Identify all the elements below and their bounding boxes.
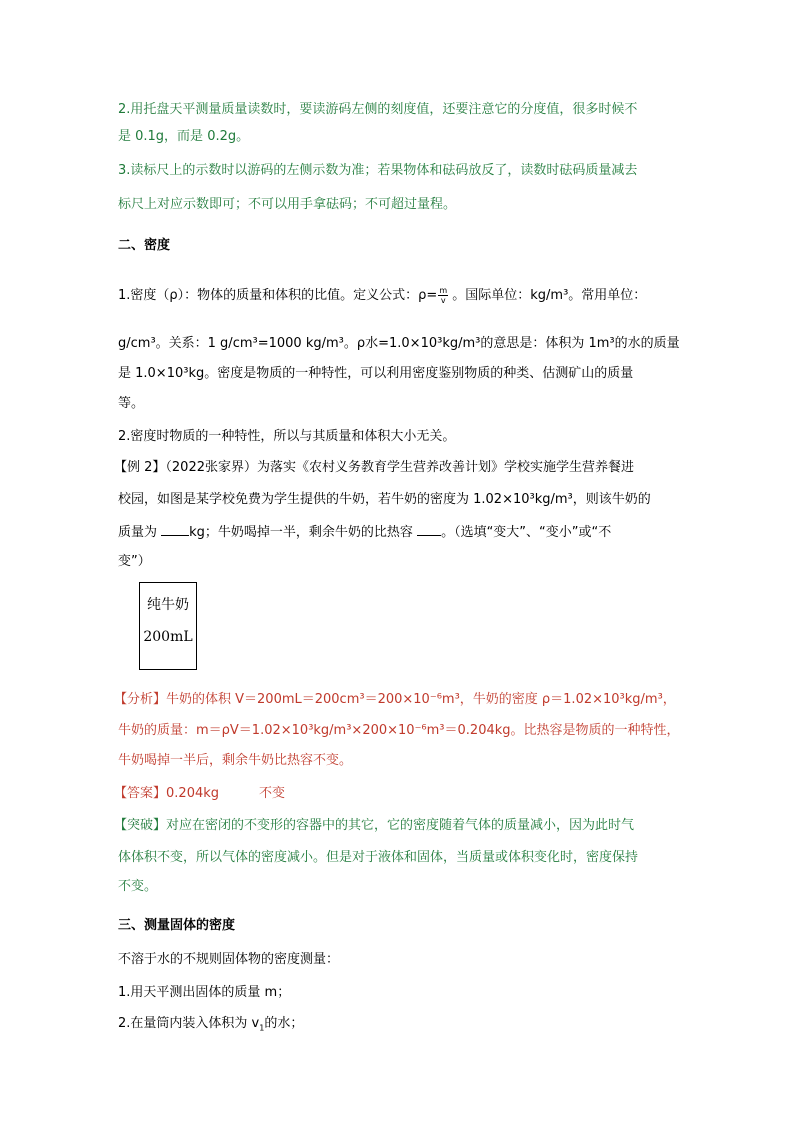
answer-blank-heat-capacity	[417, 523, 441, 536]
analysis-text: 【分析】牛奶的体积 V＝200mL＝200cm³＝200×10⁻⁶m³，牛奶的密度 ρ＝1.02×10³kg/m³，	[114, 692, 676, 707]
definition-text-2: 。国际单位：kg/m³。常用单位：	[448, 288, 647, 303]
density-text: 等。	[118, 396, 145, 411]
fraction-numerator: m	[439, 286, 448, 295]
example-text: 。（选填“变大”、“变小”或“不	[441, 525, 612, 540]
step-text: 2.在量筒内装入体积为 v	[118, 1016, 260, 1031]
density-text: 是 1.0×10³kg。密度是物质的一种特性，可以利用密度鉴别物质的种类、估测矿山的质量	[118, 366, 634, 381]
density-definition	[118, 284, 646, 305]
answer-line	[114, 782, 285, 801]
section3-intro: 不溶于水的不规则固体物的密度测量：	[118, 952, 340, 967]
breakthrough-text: 不变。	[118, 879, 158, 894]
breakthrough-text: 体体积不变，所以气体的密度减小。但是对于液体和固体，当质量或体积变化时，密度保持	[118, 850, 639, 865]
analysis-text: 牛奶喝掉一半后，剩余牛奶比热容不变。	[118, 753, 353, 768]
answer-blank-mass	[161, 523, 189, 536]
breakthrough-text: 【突破】对应在密闭的不变形的容器中的其它，它的密度随着气体的质量减小，因为此时气	[114, 818, 635, 833]
milk-carton-figure	[139, 582, 197, 670]
example-question: 变”）	[118, 554, 151, 569]
analysis-text: 牛奶的质量：m＝ρV＝1.02×10³kg/m³×200×10⁻⁶m³＝0.204kg。比热容是物质的一种特性，	[118, 723, 680, 738]
section-heading: 三、测量固体的密度	[118, 918, 236, 933]
step: 1.用天平测出固体的质量 m；	[118, 985, 291, 1000]
step-text-2: 的水；	[264, 1016, 304, 1031]
milk-volume: 200mL	[143, 629, 193, 645]
answer-value-2: 不变	[259, 786, 286, 801]
answer-label: 【答案】	[114, 786, 167, 801]
density-formula-fraction	[438, 286, 448, 305]
step	[118, 1012, 303, 1033]
density-relation: g/cm³。关系：1 g/cm³=1000 kg/m³。ρ水=1.0×10³kg/m³的意思是：体积为 1m³的水的质量	[118, 336, 680, 351]
example-text: kg；牛奶喝掉一半，剩余牛奶的比热容	[189, 525, 418, 540]
fraction-denominator: v	[440, 296, 446, 305]
tip-line: 2.用托盘天平测量质量读数时，要读游码左侧的刻度值，还要注意它的分度值，很多时候不	[118, 102, 638, 117]
example-question-blanks	[118, 521, 611, 540]
example-question: 【例 2】（2022张家界）为落实《农村义务教育学生营养改善计划》学校实施学生营养餐进	[114, 460, 634, 475]
section-heading: 二、密度	[118, 238, 171, 253]
example-question: 校园，如图是某学校免费为学生提供的牛奶，若牛奶的密度为 1.02×10³kg/m³，则该牛奶的	[118, 492, 651, 507]
tip-line: 3.读标尺上的示数时以游码的左侧示数为准；若果物体和砝码放反了，读数时砝码质量减去	[118, 163, 638, 178]
answer-value: 0.204kg	[166, 786, 220, 801]
step-subscript: 1	[259, 1023, 265, 1033]
tip-line: 是 0.1g，而是 0.2g。	[118, 129, 250, 144]
milk-label: 纯牛奶	[147, 597, 189, 613]
tip-line: 标尺上对应示数即可；不可以用手拿砝码；不可超过量程。	[118, 197, 457, 212]
example-text: 质量为	[118, 525, 162, 540]
definition-text: 1.密度（ρ）：物体的质量和体积的比值。定义公式：ρ=	[118, 288, 438, 303]
density-property: 2.密度时物质的一种特性，所以与其质量和体积大小无关。	[118, 429, 456, 444]
